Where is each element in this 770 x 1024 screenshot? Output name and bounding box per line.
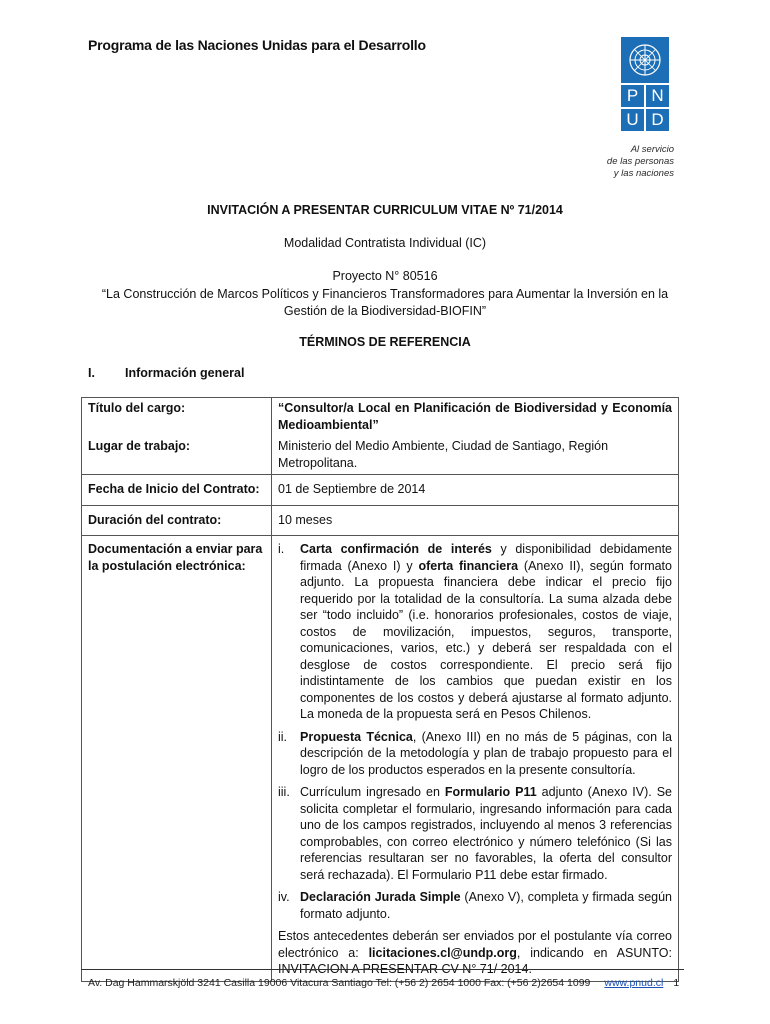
row-label: Fecha de Inicio del Contrato: bbox=[82, 475, 272, 506]
row-label: Documentación a enviar para la postulación electrónica: bbox=[82, 536, 272, 982]
item-bold: Declaración Jurada Simple bbox=[300, 890, 461, 904]
tagline-line: de las personas bbox=[606, 156, 674, 167]
item-text: Currículum ingresado en bbox=[300, 785, 445, 799]
logo-letter: U bbox=[621, 109, 644, 131]
row-label: Duración del contrato: bbox=[82, 505, 272, 536]
undp-logo bbox=[621, 37, 669, 131]
closing-text: , indicando en ASUNTO: INVITACION A PRESENTAR CV N° 71/ 2014. bbox=[278, 945, 672, 976]
organization-name: Programa de las Naciones Unidas para el Desarrollo bbox=[88, 37, 426, 53]
item-bold: Propuesta Técnica bbox=[300, 729, 413, 744]
section-title: Información general bbox=[125, 366, 245, 380]
project-name: “La Construcción de Marcos Políticos y Financieros Transformadores para Aumentar la Inversión en la Gestión de la Biodiversidad-BIOFIN” bbox=[101, 287, 669, 318]
footer-address: Av. Dag Hammarskjöld 3241 Casilla 19006 Vitacura Santiago Tel: (+56 2) 2654 1000 Fax: (+56 2)2654 1099 bbox=[88, 977, 591, 989]
contact-email: licitaciones.cl@undp.org bbox=[368, 945, 517, 960]
item-text: y disponibilidad debidamente firmada (Anexo I) y bbox=[300, 542, 672, 573]
row-label: Lugar de trabajo: bbox=[82, 436, 272, 475]
item-text: , (Anexo III) en no más de 5 páginas, con la descripción de la metodología y plan de trabajo propuesto para el logro de los productos esperados en la presente consultoría. bbox=[300, 729, 673, 777]
closing-text: Estos antecedentes deberán ser enviados por el postulante vía correo electrónico a: bbox=[278, 929, 672, 960]
table-row bbox=[82, 398, 679, 437]
item-bold: Formulario P11 bbox=[444, 785, 537, 799]
logo-letter: D bbox=[646, 109, 669, 131]
footer bbox=[88, 977, 679, 989]
item-text: (Anexo II), según formato adjunto. La propuesta financiera debe indicar el precio fijo requerido por la totalidad de la consultoría. La suma alzada debe ser “todo incluido” (i.e. honorarios profesionales, costos de viaje, costos de movilización, impuestos, seguros, transporte, comunicaciones, varios, etc.) y deberá ser respaldada con el desglose de costos correspondiente. El precio será fijo indistintamente de los cambios que puedan existir en los componentes de los costos y deberá ajustarse al formato adjunto. La moneda de la propuesta será en Pesos Chilenos. bbox=[300, 558, 672, 721]
page-number: 1 bbox=[673, 977, 680, 989]
list-item bbox=[278, 729, 672, 779]
list-item bbox=[278, 784, 672, 883]
footer-divider bbox=[81, 969, 684, 970]
logo-letter: N bbox=[646, 85, 669, 107]
table-row bbox=[82, 436, 679, 475]
un-emblem-icon bbox=[621, 37, 669, 83]
item-number: iv. bbox=[278, 890, 290, 904]
modality-text: Modalidad Contratista Individual (IC) bbox=[283, 236, 487, 250]
closing-paragraph bbox=[278, 928, 672, 978]
row-label: Título del cargo: bbox=[82, 398, 272, 437]
general-info-table bbox=[81, 397, 679, 982]
tagline-line: y las naciones bbox=[613, 168, 674, 179]
list-item bbox=[278, 889, 672, 922]
item-text: adjunto (Anexo IV). Se solicita completar el formulario, ingresando información para cada uno de los campos registrados, incluyendo al menos 3 referencias comprobables, con correo electrónico y número telefónico (Si las referencias resultaran ser no favorables, la oferta del consultor será rechazada). El Formulario P11 debe estar firmado. bbox=[300, 785, 672, 882]
logo-letter: P bbox=[621, 85, 644, 107]
project-number: Proyecto N° 80516 bbox=[332, 269, 438, 283]
table-row bbox=[82, 536, 679, 982]
row-value: “Consultor/a Local en Planificación de Biodiversidad y Economía Medioambiental” bbox=[272, 398, 679, 437]
section-heading bbox=[88, 366, 244, 380]
item-number: ii. bbox=[278, 729, 288, 744]
item-text: (Anexo V), completa y firmada según formato adjunto. bbox=[300, 890, 672, 921]
website-link[interactable]: www.pnud.cl bbox=[604, 977, 664, 989]
table-row bbox=[82, 475, 679, 506]
item-number: i. bbox=[278, 542, 285, 556]
terms-heading: TÉRMINOS DE REFERENCIA bbox=[299, 335, 471, 349]
row-value: Ministerio del Medio Ambiente, Ciudad de Santiago, Región Metropolitana. bbox=[272, 436, 679, 475]
table-row bbox=[82, 505, 679, 536]
item-bold: oferta financiera bbox=[418, 558, 519, 573]
tagline-line: Al servicio bbox=[630, 144, 674, 155]
item-bold: Carta confirmación de interés bbox=[300, 542, 492, 556]
section-number: I. bbox=[88, 366, 95, 380]
documents-list bbox=[272, 536, 679, 982]
logo-tagline bbox=[600, 144, 674, 180]
row-value: 10 meses bbox=[272, 505, 679, 536]
invitation-title: INVITACIÓN A PRESENTAR CURRICULUM VITAE Nº 71/2014 bbox=[207, 203, 563, 217]
row-value: 01 de Septiembre de 2014 bbox=[272, 475, 679, 506]
list-item bbox=[278, 541, 672, 723]
item-number: iii. bbox=[278, 785, 290, 799]
